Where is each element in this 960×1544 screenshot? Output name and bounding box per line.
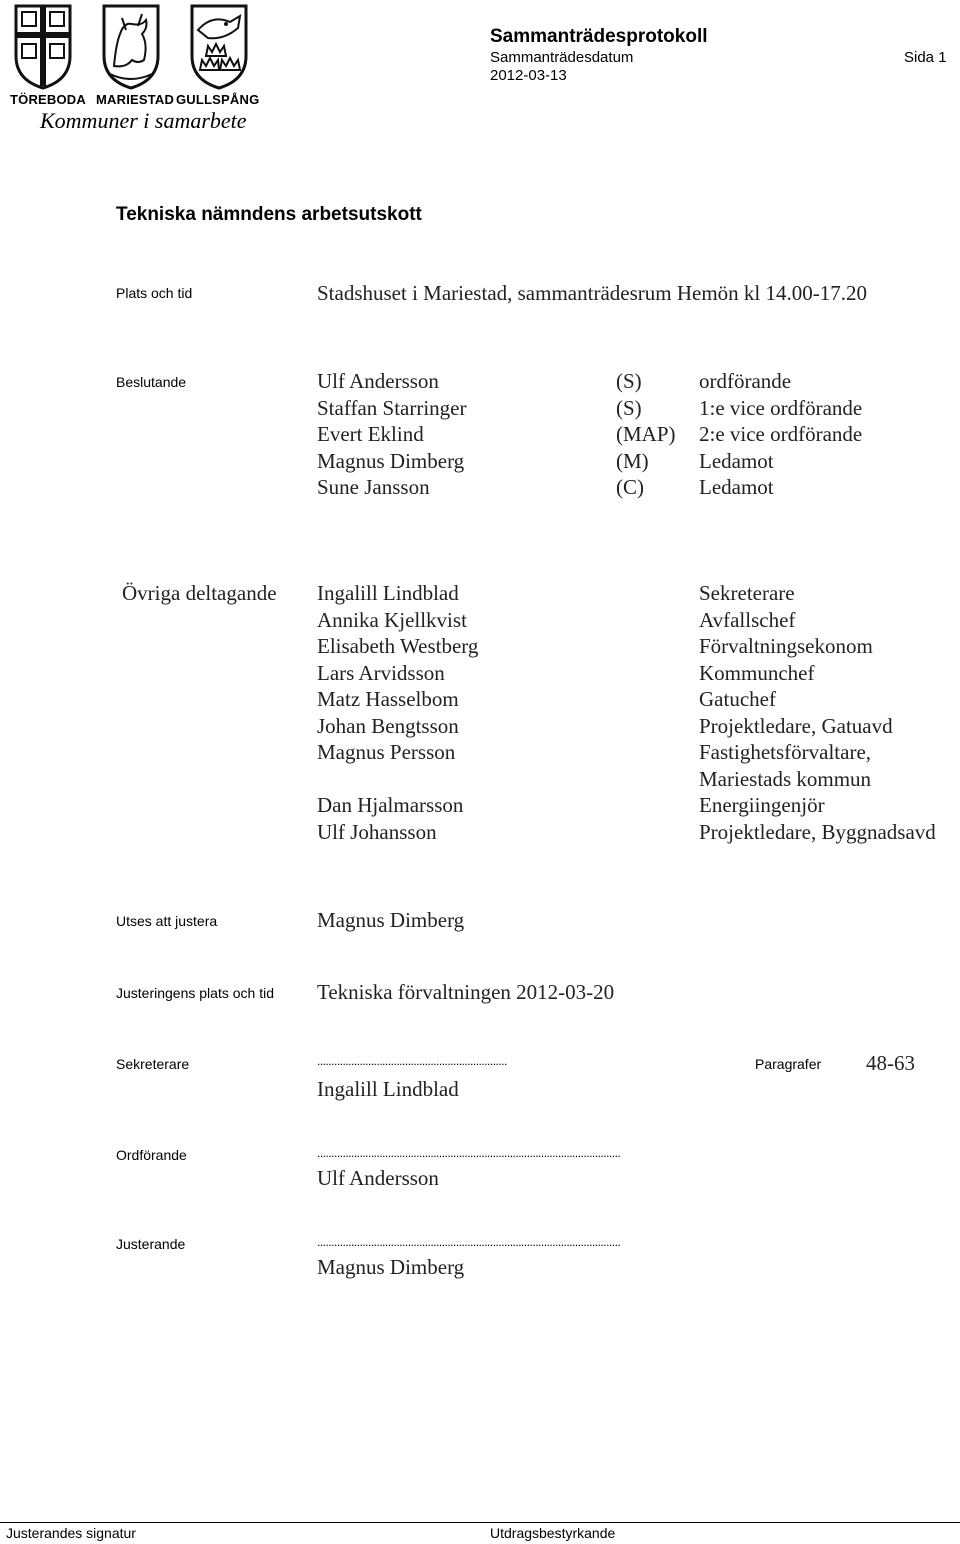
adjust-value: Magnus Dimberg [317,908,465,932]
member-role: 2:e vice ordförande [699,422,863,446]
member-name: Magnus Dimberg [317,448,465,473]
committee-title: Tekniska nämndens arbetsutskott [116,204,422,225]
participant-role: Förvaltningsekonom [699,634,873,658]
chair-signature-line: ........................................................................................................... [317,1146,621,1160]
member-role: ordförande [699,369,792,393]
mariestad-crest-icon [102,4,160,90]
adjuster-label: Justerande [116,1236,186,1252]
participant-role: Mariestads kommun [699,766,872,791]
participant-role: Projektledare, Gatuavd [699,713,893,738]
paragraphs-value: 48-63 [866,1051,915,1075]
deciding-label: Beslutande [116,374,187,390]
participant-role: Energiingenjör [699,793,825,817]
member-party: (C) [616,475,644,499]
toreboda-crest-icon [14,4,72,90]
participant-role: Avfallschef [699,607,796,632]
participant-role: Kommunchef [699,660,815,685]
footer-signature-label: Justerandes signatur [6,1525,136,1541]
member-name: Sune Jansson [317,475,430,499]
logo-name-mariestad: MARIESTAD [96,92,175,107]
member-role: 1:e vice ordförande [699,395,863,420]
member-party: (S) [616,369,642,393]
member-role: Ledamot [699,475,774,499]
meeting-date: 2012-03-13 [490,67,567,84]
participant-name: Dan Hjalmarsson [317,793,464,817]
gullspang-crest-icon [190,4,248,90]
participant-name: Elisabeth Westberg [317,634,479,658]
member-name: Evert Eklind [317,422,424,446]
document-title: Sammanträdesprotokoll [490,26,708,47]
participant-name: Magnus Persson [317,740,456,764]
member-party: (S) [616,395,642,420]
footer-divider [0,1522,960,1523]
participant-name: Johan Bengtsson [317,713,459,738]
member-party: (M) [616,448,649,473]
others-label: Övriga deltagande [122,581,277,605]
participant-name: Ingalill Lindblad [317,581,459,605]
member-party: (MAP) [616,422,676,446]
member-role: Ledamot [699,448,774,473]
chair-name: Ulf Andersson [317,1166,439,1190]
meeting-date-label: Sammanträdesdatum [490,49,634,66]
member-name: Staffan Starringer [317,395,467,420]
secretary-name: Ingalill Lindblad [317,1077,459,1101]
adjust-place-label: Justeringens plats och tid [116,985,274,1001]
participant-name: Annika Kjellkvist [317,607,467,632]
member-name: Ulf Andersson [317,369,439,393]
logo-name-gullspang: GULLSPÅNG [176,92,260,107]
adjust-label: Utses att justera [116,913,218,929]
participant-role: Fastighetsförvaltare, [699,740,872,764]
secretary-label: Sekreterare [116,1056,190,1072]
participant-name: Ulf Johansson [317,819,437,844]
participant-name: Matz Hasselbom [317,687,459,711]
logo-name-toreboda: TÖREBODA [10,92,86,107]
secretary-signature-line: ................................................................... [317,1054,507,1068]
adjuster-name: Magnus Dimberg [317,1255,465,1279]
place-value: Stadshuset i Mariestad, sammanträdesrum Hemön kl 14.00-17.20 [317,281,867,305]
logo-subtitle: Kommuner i samarbete [40,108,247,133]
participant-role: Gatuchef [699,687,776,711]
paragraphs-label: Paragrafer [755,1056,822,1072]
participant-role: Sekreterare [699,581,795,605]
page-number: Sida 1 [904,49,947,66]
adjust-place-value: Tekniska förvaltningen 2012-03-20 [317,980,615,1004]
chair-label: Ordförande [116,1147,187,1163]
participant-role: Projektledare, Byggnadsavd [699,819,936,844]
place-label: Plats och tid [116,285,193,301]
participant-name: Lars Arvidsson [317,660,445,685]
adjuster-signature-line: ........................................................................................................... [317,1235,621,1249]
footer-certification-label: Utdragsbestyrkande [490,1525,616,1541]
